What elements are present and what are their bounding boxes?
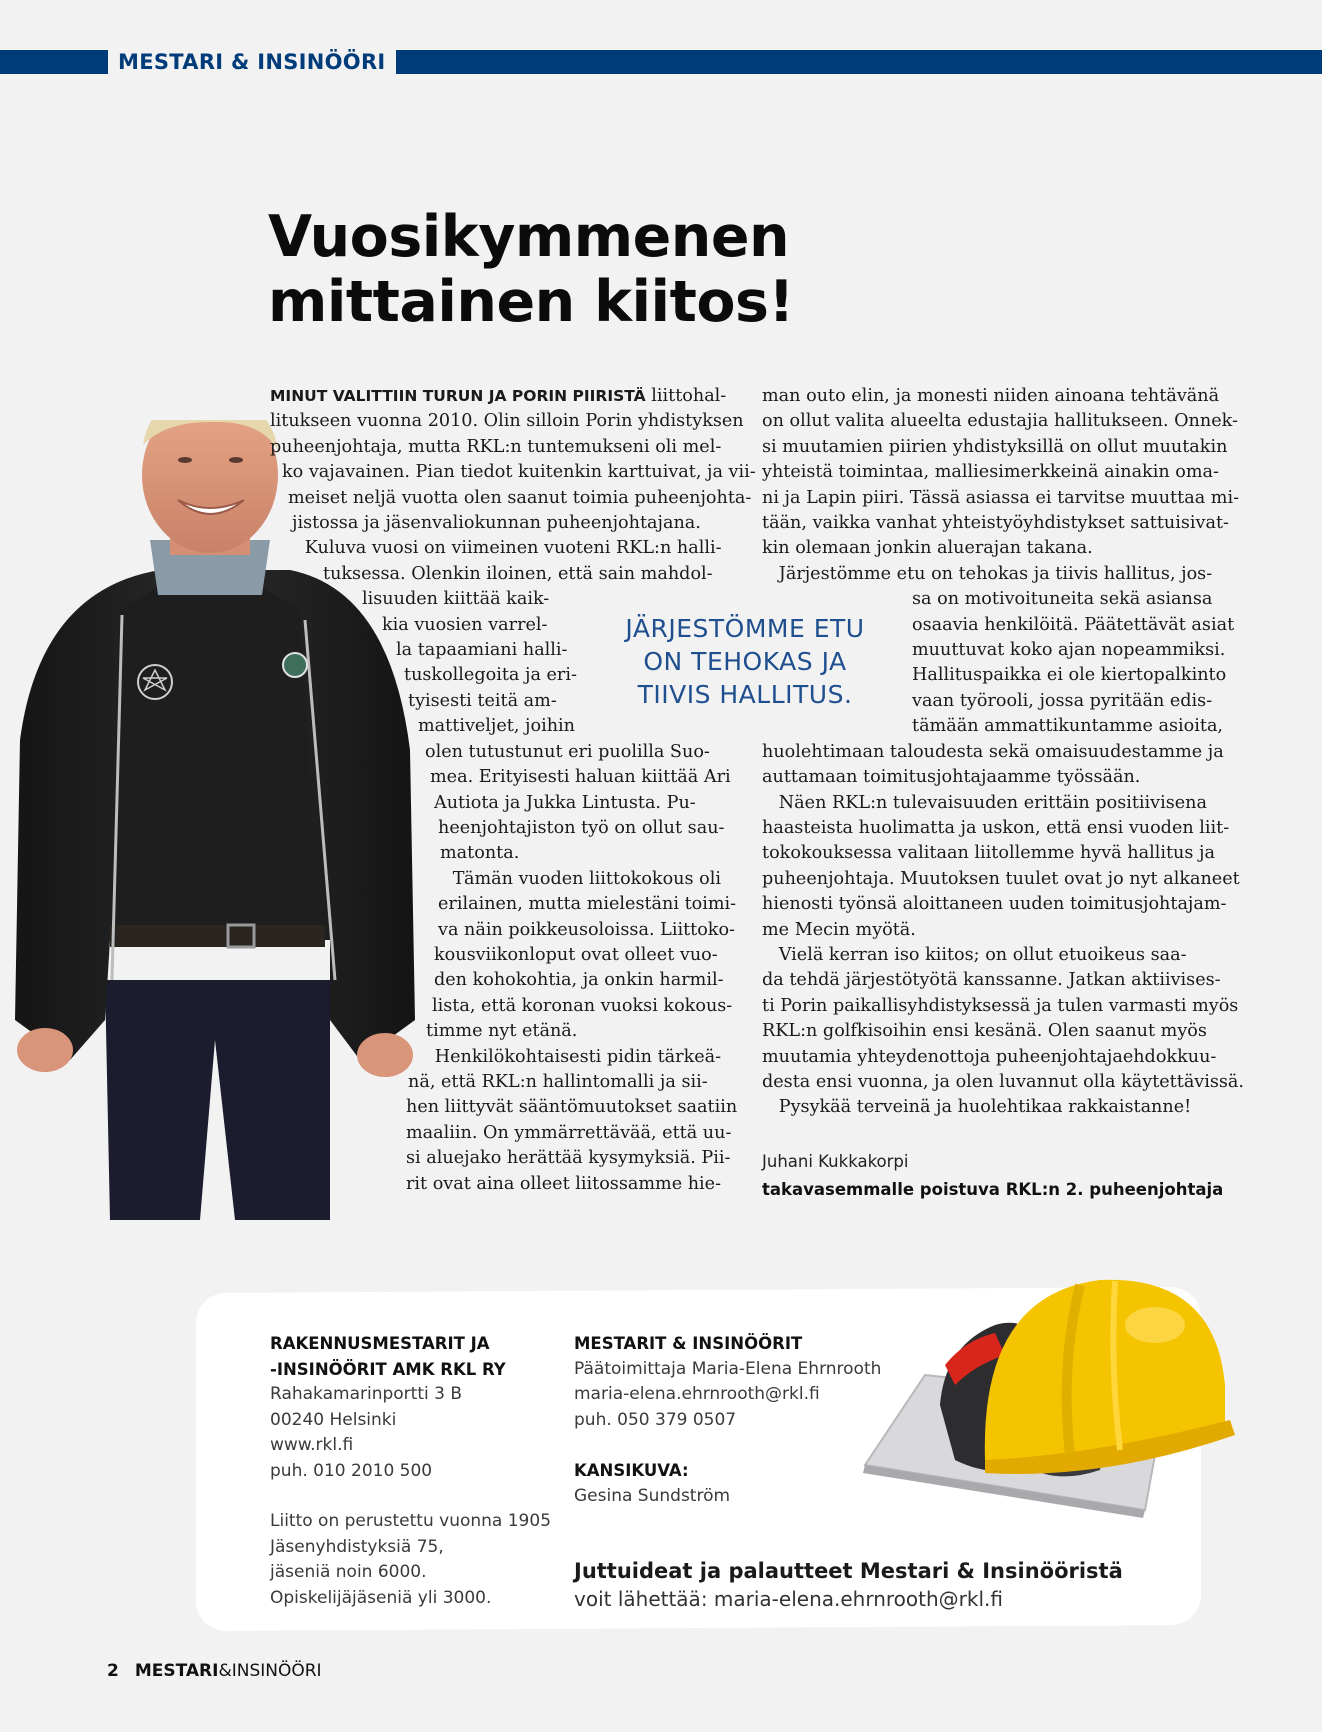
col1-line: Henkilökohtaisesti pidin tärkeä-: [418, 1046, 722, 1067]
col1-line: liittohal-: [645, 386, 727, 406]
page-footer: [107, 1661, 322, 1681]
cta-line-1: Juttuideat ja palautteet Mestari & Insinööristä: [574, 1559, 1123, 1583]
col1-line: tuksessa. Olenkin iloinen, että sain mahdol-: [323, 563, 713, 584]
top-header-bar: [0, 50, 1322, 74]
col1-line: Tämän vuoden liittokokous oli: [436, 868, 721, 889]
col2-line: me Mecin myötä.: [762, 919, 916, 940]
editor-name: Päätoimittaja Maria-Elena Ehrnrooth: [574, 1358, 882, 1379]
magazine-info: [574, 1331, 881, 1509]
col2-line: man outo elin, ja monesti niiden ainoana tehtävänä: [762, 386, 1220, 406]
col1-line: tuskollegoita ja eri-: [404, 665, 577, 686]
col2-line: haasteista huolimatta ja uskon, että ensi vuoden liit-: [762, 817, 1230, 838]
col2-line: Järjestömme etu on tehokas ja tiivis hallitus, jos-: [762, 563, 1213, 584]
col2-line: si muutamien piirien yhdistyksillä on ollut muutakin: [762, 436, 1228, 457]
col1-line: olen tutustunut eri puolilla Suo-: [425, 741, 710, 762]
col1-line: ko vajavainen. Pian tiedot kuitenkin karttuivat, ja vii-: [282, 462, 756, 483]
org-title-line-2: -INSINÖÖRIT AMK RKL RY: [270, 1359, 506, 1379]
col1-line: kousviikonloput ovat olleet vuo-: [434, 944, 718, 965]
org-address: Rahakamarinportti 3 B: [270, 1384, 462, 1404]
col1-line: mattiveljet, joihin: [418, 716, 576, 737]
org-members: jäseniä noin 6000.: [270, 1562, 427, 1582]
col1-line: la tapaamiani halli-: [396, 640, 568, 661]
col2-line: Pysykää terveinä ja huolehtikaa rakkaistanne!: [762, 1097, 1192, 1118]
col2-line: Näen RKL:n tulevaisuuden erittäin positiivisena: [762, 792, 1207, 813]
col1-line: lisuuden kiittää kaik-: [362, 589, 550, 610]
col1-line: heenjohtajiston työ on ollut sau-: [438, 817, 725, 838]
author-title: takavasemmalle poistuva RKL:n 2. puheenjohtaja: [762, 1180, 1224, 1199]
org-title-line-1: RAKENNUSMESTARIT JA: [270, 1334, 490, 1353]
page-number: 2: [107, 1661, 119, 1681]
headline-line-1: Vuosikymmenen: [268, 204, 790, 270]
col1-line: kia vuosien varrel-: [382, 614, 548, 635]
col2-line: puheenjohtaja. Muutoksen tuulet ovat jo nyt alkaneet: [762, 868, 1240, 889]
col1-line: erilainen, mutta mielestäni toimi-: [438, 894, 737, 915]
col2-line: osaavia henkilöitä. Päätettävät asiat: [912, 614, 1235, 635]
org-students: Opiskelijäjäseniä yli 3000.: [270, 1587, 492, 1608]
col1-line: si aluejako herättää kysymyksiä. Pii-: [406, 1148, 731, 1169]
pull-quote-line: ON TEHOKAS JA: [643, 647, 847, 676]
cover-label: KANSIKUVA:: [574, 1461, 689, 1480]
magazine-title: MESTARIT & INSINÖÖRIT: [574, 1334, 803, 1353]
col2-line: kin olemaan jonkin aluerajan takana.: [762, 538, 1093, 559]
col1-line: maaliin. On ymmärrettävää, että uu-: [406, 1122, 732, 1143]
col1-line: litukseen vuonna 2010. Olin silloin Porin yhdistyksen: [270, 411, 744, 432]
col1-line: rit ovat aina olleet liitossamme hie-: [406, 1173, 722, 1194]
col2-line: ti Porin paikallisyhdistyksessä ja tulen varmasti myös: [762, 995, 1239, 1016]
cover-credit: Gesina Sundström: [574, 1485, 731, 1506]
col2-line: desta ensi vuonna, ja olen luvannut olla käytettävissä.: [762, 1071, 1245, 1092]
footer-brand-bold: MESTARI: [134, 1661, 219, 1681]
col2-line: sa on motivoituneita sekä asiansa: [912, 589, 1213, 610]
col1-line: matonta.: [440, 843, 520, 864]
headline-line-2: mittainen kiitos!: [268, 269, 794, 335]
col2-line: vaan työrooli, jossa pyritään edis-: [912, 690, 1213, 711]
organization-info: [270, 1331, 551, 1611]
col2-line: huolehtimaan taloudesta sekä omaisuudestamme ja: [762, 741, 1224, 762]
col1-line: nä, että RKL:n hallintomalli ja sii-: [408, 1071, 708, 1092]
article-headline: [268, 205, 968, 335]
col2-line: on ollut valita alueelta edustajia hallitukseen. Onnek-: [762, 411, 1238, 432]
article-column-2: [762, 384, 1245, 1121]
col2-line: ni ja Lapin piiri. Tässä asiassa ei tarvitse muuttaa mi-: [762, 487, 1240, 508]
col2-line: RKL:n golfkisoihin ensi kesänä. Olen saanut myös: [762, 1021, 1207, 1042]
org-postal: 00240 Helsinki: [270, 1409, 397, 1430]
pull-quote-line: TIIVIS HALLITUS.: [637, 680, 853, 709]
col1-line: mea. Erityisesti haluan kiittää Ari: [430, 767, 731, 788]
col2-line: tämään ammattikuntamme asioita,: [912, 716, 1224, 737]
col1-line: jistossa ja jäsenvaliokunnan puheenjohtajana.: [292, 513, 701, 534]
col2-line: yhteistä toimintaa, malliesimerkkeinä ainakin oma-: [762, 462, 1219, 483]
org-founded: Liitto on perustettu vuonna 1905: [270, 1511, 552, 1531]
col2-line: auttamaan toimitusjohtajaamme työssään.: [762, 767, 1141, 788]
col1-line: den kohokohtia, ja onkin harmil-: [434, 970, 724, 991]
col2-line: Hallituspaikka ei ole kiertopalkinto: [912, 665, 1227, 686]
col1-line: va näin poikkeusoloissa. Liittoko-: [438, 919, 736, 940]
editor-email-link[interactable]: maria-elena.ehrnrooth@rkl.fi: [574, 1384, 820, 1404]
col2-line: da tehdä järjestötyötä kanssanne. Jatkan aktiivises-: [762, 970, 1221, 991]
org-member-associations: Jäsenyhdistyksiä 75,: [270, 1536, 444, 1557]
col2-line: hienosti työnsä aloittaneen uuden toimitusjohtajam-: [762, 894, 1227, 915]
col1-line: timme nyt etänä.: [426, 1021, 578, 1042]
col1-line: meiset neljä vuotta olen saanut toimia puheenjohta-: [288, 487, 752, 508]
lead-caps: MINUT VALITTIIN TURUN JA PORIN PIIRISTÄ: [270, 387, 646, 405]
org-website-link[interactable]: www.rkl.fi: [270, 1435, 354, 1455]
author-name: Juhani Kukkakorpi: [762, 1152, 909, 1171]
cta-line-2[interactable]: voit lähettää: maria-elena.ehrnrooth@rkl.fi: [574, 1587, 1003, 1611]
col1-line: Autiota ja Jukka Lintusta. Pu-: [434, 792, 696, 813]
col2-line: tään, vaikka vanhat yhteistyöyhdistykset sattuisivat-: [762, 513, 1229, 534]
pull-quote-line: JÄRJESTÖMME ETU: [625, 614, 865, 643]
feedback-call-to-action: [574, 1557, 1123, 1613]
col2-line: muutamia yhteydenottoja puheenjohtajaehdokkuu-: [762, 1046, 1217, 1067]
col2-line: muuttuvat koko ajan nopeammiksi.: [912, 640, 1226, 661]
col2-line: Vielä kerran iso kiitos; on ollut etuoikeus saa-: [762, 944, 1187, 965]
footer-brand-rest: &INSINÖÖRI: [218, 1661, 322, 1681]
col1-line: Kuluva vuosi on viimeinen vuoteni RKL:n halli-: [288, 538, 722, 559]
col1-line: tyisesti teitä am-: [408, 690, 557, 711]
helmet-gloves-laptop-image: [845, 1255, 1240, 1535]
col1-line: lista, että koronan vuoksi kokous-: [432, 995, 733, 1016]
col1-line: hen liittyvät sääntömuutokset saatiin: [406, 1097, 738, 1118]
editor-phone: puh. 050 379 0507: [574, 1409, 737, 1430]
section-label: MESTARI & INSINÖÖRI: [108, 48, 396, 76]
col2-line: tokokouksessa valitaan liitollemme hyvä hallitus ja: [762, 843, 1215, 864]
org-phone: puh. 010 2010 500: [270, 1460, 433, 1481]
col1-line: puheenjohtaja, mutta RKL:n tuntemukseni oli mel-: [270, 436, 722, 457]
